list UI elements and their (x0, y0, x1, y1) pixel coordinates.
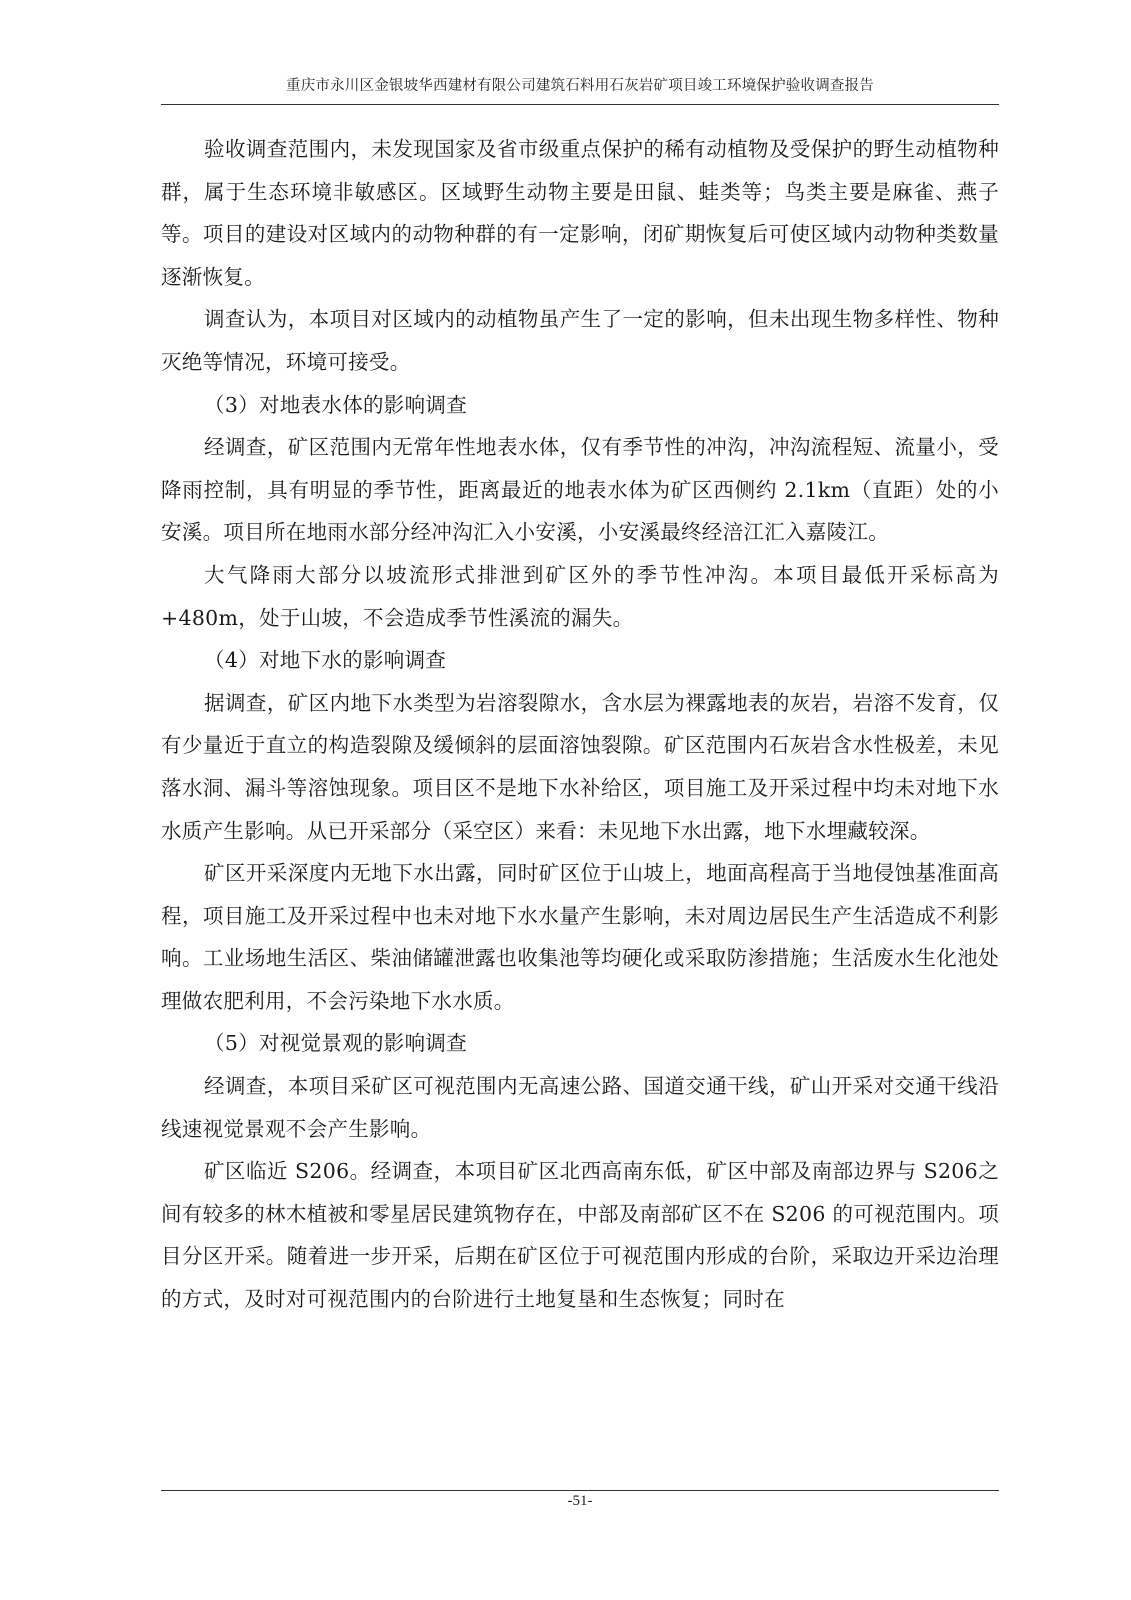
paragraph-rainfall: 大气降雨大部分以坡流形式排泄到矿区外的季节性冲沟。本项目最低开采标高为+480m，处于山坡，不会造成季节性溪流的漏失。 (161, 562, 999, 630)
header-divider (161, 104, 999, 105)
footer-divider (161, 1490, 999, 1491)
page-number: -51- (567, 1493, 593, 1509)
paragraph-visual-landscape: 经调查，本项目采矿区可视范围内无高速公路、国道交通干线，矿山开采对交通干线沿线速视觉景观不会产生影响。 (161, 1074, 999, 1141)
paragraph-surface-water: 经调查，矿区范围内无常年性地表水体，仅有季节性的冲沟，冲沟流程短、流量小，受降雨控制，具有明显的季节性，距离最近的地表水体为矿区西侧约 2.1km（直距）处的小安溪。项目所在地雨水部分经冲沟汇入小安溪，小安溪最终经涪江汇入嘉陵江。 (161, 435, 999, 545)
paragraph-wildlife: 验收调查范围内，未发现国家及省市级重点保护的稀有动植物及受保护的野生动植物种群，属于生态环境非敏感区。区域野生动物主要是田鼠、蛙类等；鸟类主要是麻雀、燕子等。项目的建设对区域内的动物种群的有一定影响，闭矿期恢复后可使区域内动物种类数量逐渐恢复。 (161, 137, 999, 289)
paragraph-s206: 矿区临近 S206。经调查，本项目矿区北西高南东低，矿区中部及南部边界与 S206之间有较多的林木植被和零星居民建筑物存在，中部及南部矿区不在 S206 的可视范围内。项目分区开采。随着进一步开采，后期在矿区位于可视范围内形成的台阶，采取边开采边治理的方式，及时对可视范围内的台阶进行土地复垦和生态恢复；同时在 (161, 1159, 999, 1312)
paragraph-groundwater-impact: 矿区开采深度内无地下水出露，同时矿区位于山坡上，地面高程高于当地侵蚀基准面高程，项目施工及开采过程中也未对地下水水量产生影响，未对周边居民生产生活造成不利影响。工业场地生活区、柴油储罐泄露也收集池等均硬化或采取防渗措施；生活废水生化池处理做农肥利用，不会污染地下水水质。 (161, 861, 999, 1013)
report-header-title: 重庆市永川区金银坡华西建材有限公司建筑石料用石灰岩矿项目竣工环境保护验收调查报告 (286, 78, 874, 94)
report-body (161, 128, 999, 1321)
paragraph-conclusion: 调查认为，本项目对区域内的动植物虽产生了一定的影响，但未出现生物多样性、物种灭绝等情况，环境可接受。 (161, 307, 999, 374)
section-heading-visual-landscape: （5）对视觉景观的影响调查 (204, 1031, 467, 1056)
section-heading-groundwater: （4）对地下水的影响调查 (204, 648, 447, 673)
paragraph-groundwater: 据调查，矿区内地下水类型为岩溶裂隙水，含水层为裸露地表的灰岩，岩溶不发育，仅有少量近于直立的构造裂隙及缓倾斜的层面溶蚀裂隙。矿区范围内石灰岩含水性极差，未见落水洞、漏斗等溶蚀现象。项目区不是地下水补给区，项目施工及开采过程中均未对地下水水质产生影响。从已开采部分（采空区）来看：未见地下水出露，地下水埋藏较深。 (161, 690, 999, 843)
section-heading-surface-water: （3）对地表水体的影响调查 (204, 392, 467, 417)
